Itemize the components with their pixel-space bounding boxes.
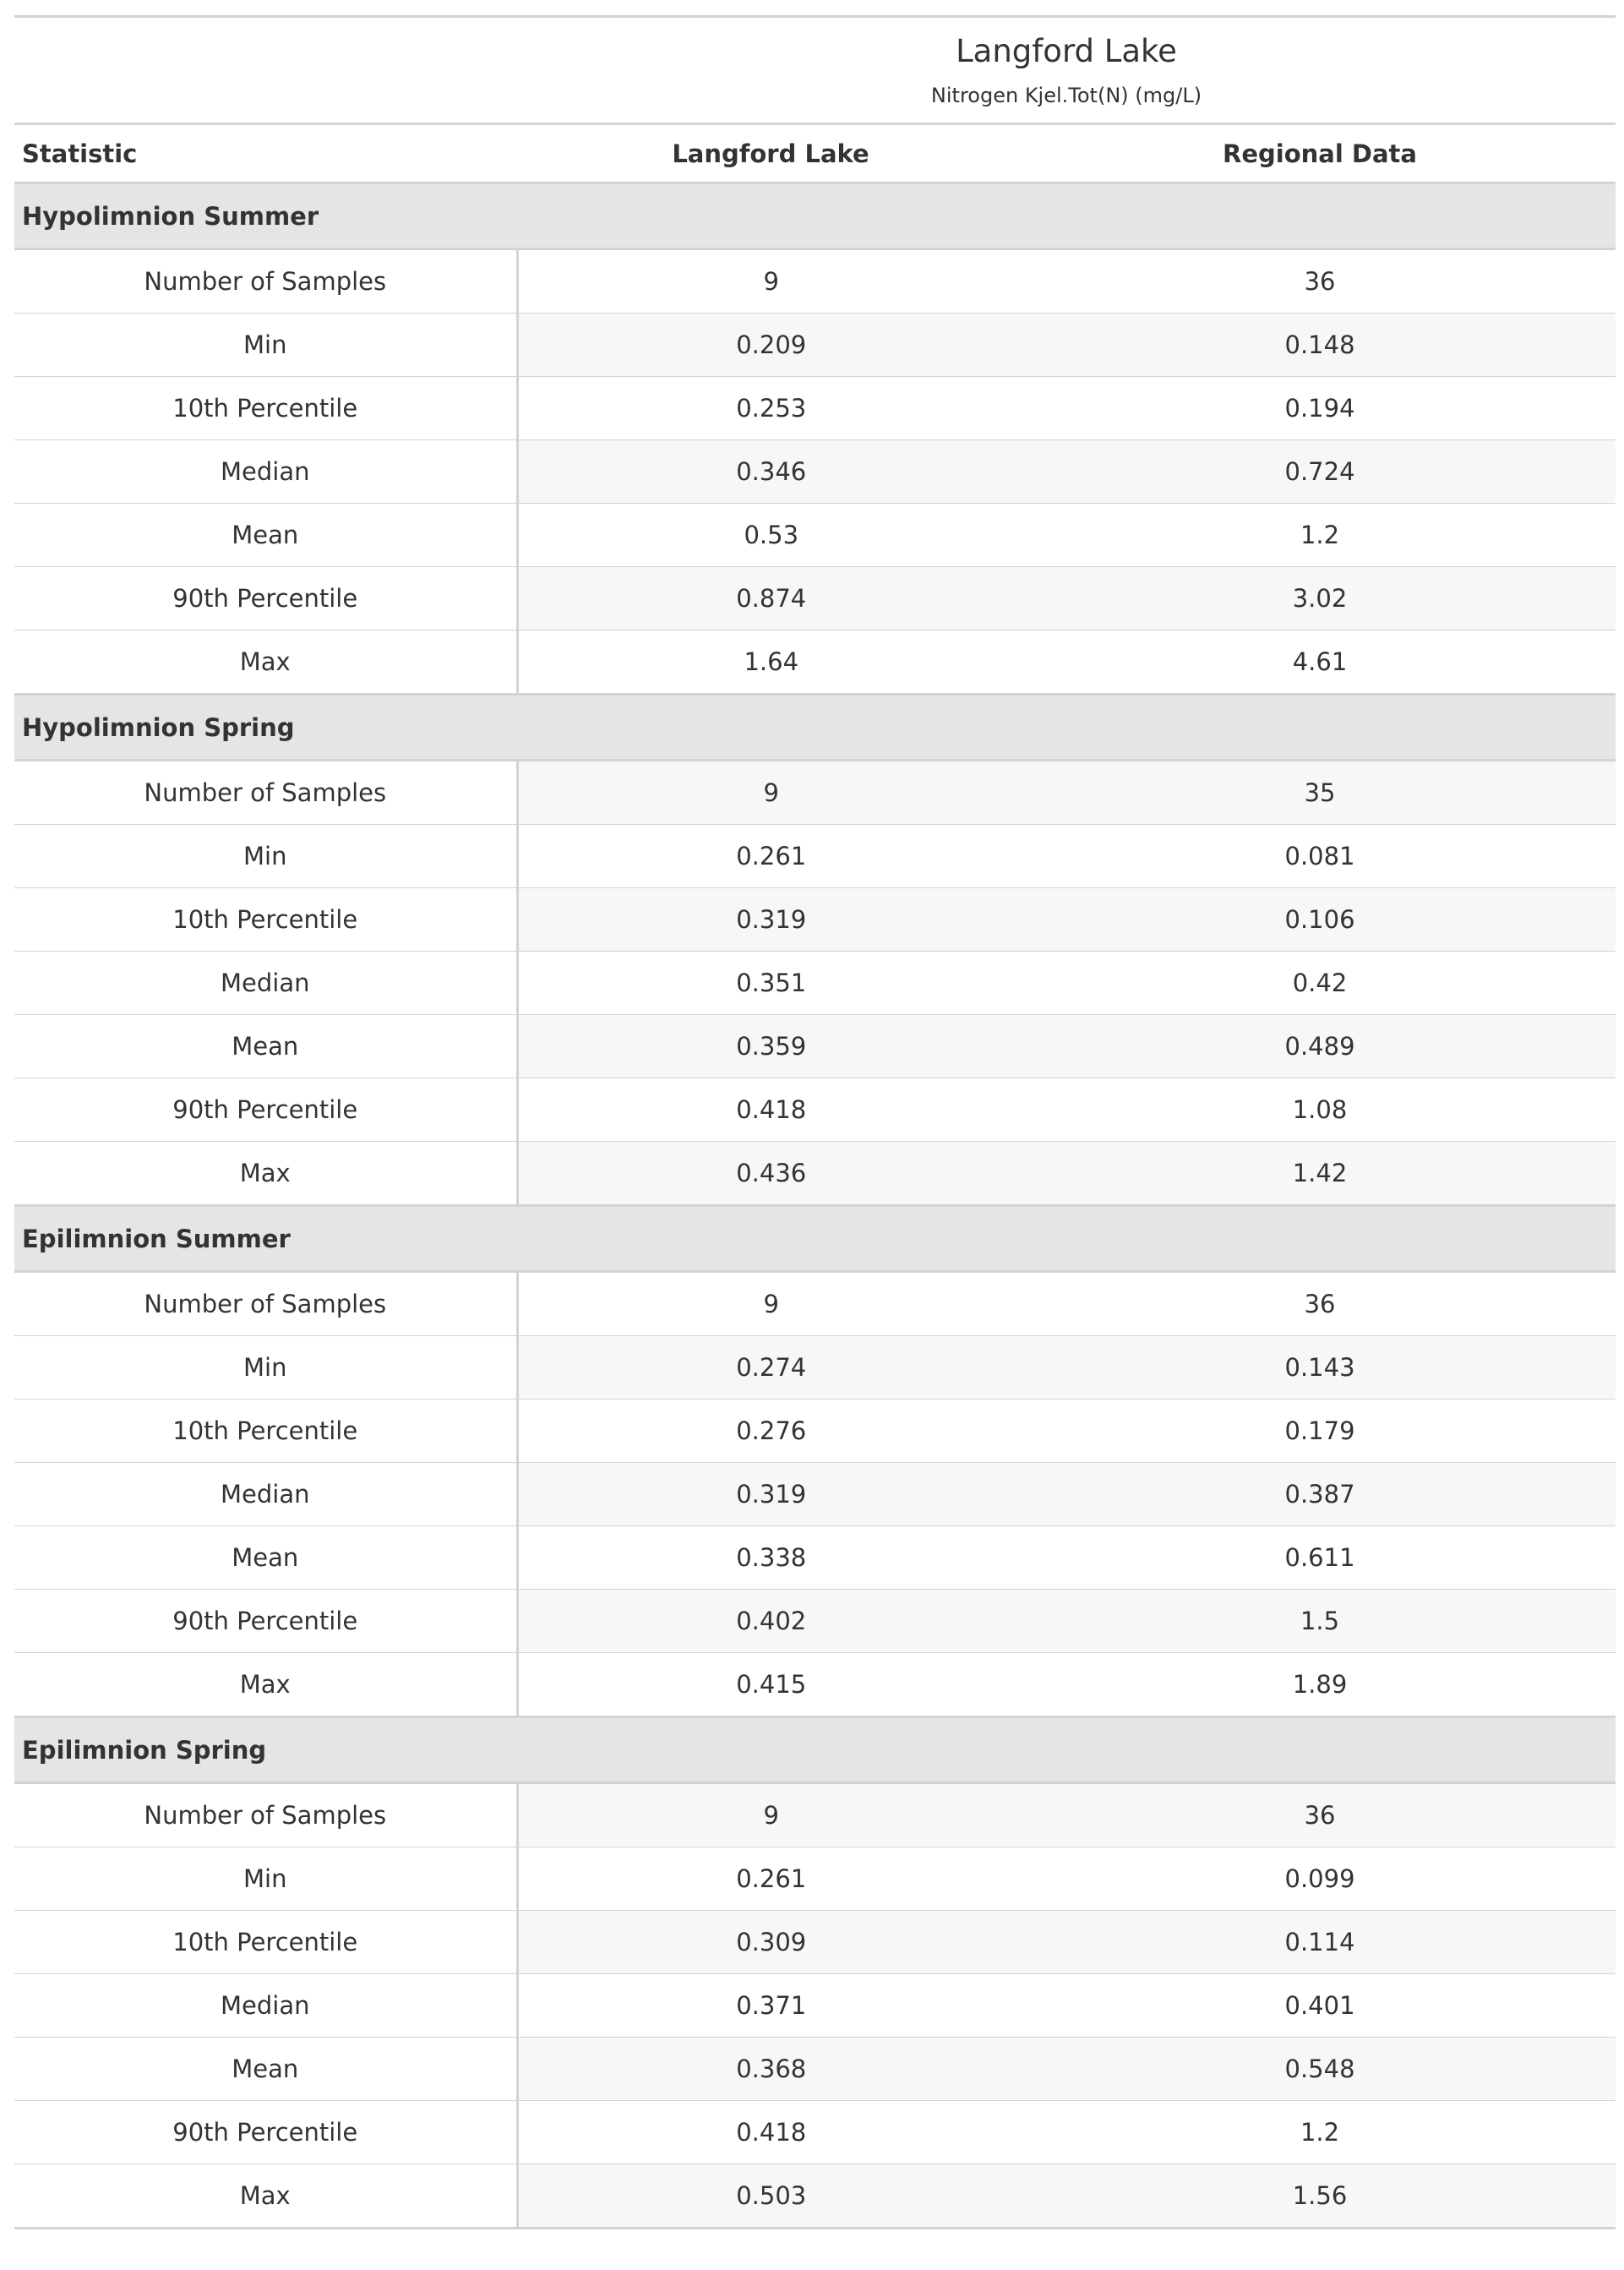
lake-value-cell: 0.368 <box>517 2038 1024 2101</box>
regional-value-cell: 1.5 <box>1024 1590 1616 1653</box>
group-header-row <box>14 1717 1616 1783</box>
regional-value-cell: 1.89 <box>1024 1653 1616 1717</box>
table-heading <box>517 32 1616 108</box>
statistic-cell: 10th Percentile <box>14 888 517 952</box>
statistic-cell: Mean <box>14 1526 517 1590</box>
group-header-row <box>14 183 1616 249</box>
statistic-cell: Median <box>14 440 517 504</box>
regional-value-cell: 36 <box>1024 249 1616 314</box>
statistic-cell: Min <box>14 1336 517 1400</box>
table-row <box>14 761 1616 825</box>
table-row <box>14 1590 1616 1653</box>
table-row <box>14 2101 1616 2164</box>
lake-value-cell: 9 <box>517 761 1024 825</box>
lake-value-cell: 0.503 <box>517 2164 1024 2229</box>
statistic-cell: Min <box>14 1847 517 1911</box>
group-epilimnion-spring <box>14 1717 1616 2229</box>
table-subtitle: Nitrogen Kjel.Tot(N) (mg/L) <box>930 84 1202 107</box>
table-row <box>14 567 1616 630</box>
statistic-cell: Mean <box>14 504 517 567</box>
lake-value-cell: 9 <box>517 1272 1024 1336</box>
table-title-row <box>14 17 1616 124</box>
regional-value-cell: 4.61 <box>1024 630 1616 695</box>
table-row <box>14 825 1616 888</box>
lake-value-cell: 0.319 <box>517 888 1024 952</box>
column-header-lake: Langford Lake <box>517 124 1024 183</box>
table-row <box>14 952 1616 1015</box>
table-row <box>14 1526 1616 1590</box>
regional-value-cell: 0.148 <box>1024 314 1616 377</box>
lake-value-cell: 0.276 <box>517 1400 1024 1463</box>
regional-value-cell: 0.489 <box>1024 1015 1616 1078</box>
lake-value-cell: 0.402 <box>517 1590 1024 1653</box>
regional-value-cell: 36 <box>1024 1783 1616 1847</box>
column-header-regional: Regional Data <box>1024 124 1616 183</box>
regional-value-cell: 1.56 <box>1024 2164 1616 2229</box>
statistic-cell: Median <box>14 952 517 1015</box>
table-row <box>14 1463 1616 1526</box>
regional-value-cell: 0.387 <box>1024 1463 1616 1526</box>
statistic-cell: Max <box>14 1142 517 1206</box>
regional-value-cell: 1.2 <box>1024 504 1616 567</box>
group-epilimnion-summer <box>14 1206 1616 1717</box>
lake-value-cell: 0.338 <box>517 1526 1024 1590</box>
lake-value-cell: 0.346 <box>517 440 1024 504</box>
lake-value-cell: 0.53 <box>517 504 1024 567</box>
table-title: Langford Lake <box>956 33 1177 69</box>
lake-value-cell: 0.319 <box>517 1463 1024 1526</box>
group-hypolimnion-summer <box>14 183 1616 695</box>
stats-table-container <box>14 15 1616 2229</box>
regional-value-cell: 0.143 <box>1024 1336 1616 1400</box>
table-row <box>14 377 1616 440</box>
lake-value-cell: 0.253 <box>517 377 1024 440</box>
group-header-row <box>14 695 1616 761</box>
table-row <box>14 1911 1616 1974</box>
statistic-cell: Median <box>14 1463 517 1526</box>
lake-value-cell: 0.261 <box>517 1847 1024 1911</box>
regional-value-cell: 0.179 <box>1024 1400 1616 1463</box>
regional-value-cell: 1.42 <box>1024 1142 1616 1206</box>
table-row <box>14 1974 1616 2038</box>
lake-value-cell: 0.874 <box>517 567 1024 630</box>
table-row <box>14 2038 1616 2101</box>
column-header-row <box>14 124 1616 183</box>
lake-value-cell: 9 <box>517 1783 1024 1847</box>
regional-value-cell: 35 <box>1024 761 1616 825</box>
table-row <box>14 2164 1616 2229</box>
regional-value-cell: 0.106 <box>1024 888 1616 952</box>
regional-value-cell: 0.099 <box>1024 1847 1616 1911</box>
statistic-cell: 10th Percentile <box>14 1400 517 1463</box>
column-header-statistic: Statistic <box>14 124 517 183</box>
lake-value-cell: 0.359 <box>517 1015 1024 1078</box>
table-row <box>14 249 1616 314</box>
statistic-cell: Number of Samples <box>14 249 517 314</box>
statistic-cell: Number of Samples <box>14 761 517 825</box>
statistic-cell: Number of Samples <box>14 1783 517 1847</box>
regional-value-cell: 36 <box>1024 1272 1616 1336</box>
lake-value-cell: 0.436 <box>517 1142 1024 1206</box>
regional-value-cell: 3.02 <box>1024 567 1616 630</box>
regional-value-cell: 0.081 <box>1024 825 1616 888</box>
statistic-cell: Mean <box>14 1015 517 1078</box>
table-row <box>14 504 1616 567</box>
table-row <box>14 1653 1616 1717</box>
statistic-cell: 10th Percentile <box>14 377 517 440</box>
statistic-cell: 90th Percentile <box>14 2101 517 2164</box>
regional-value-cell: 0.611 <box>1024 1526 1616 1590</box>
table-row <box>14 1400 1616 1463</box>
lake-value-cell: 9 <box>517 249 1024 314</box>
table-row <box>14 1783 1616 1847</box>
statistic-cell: Number of Samples <box>14 1272 517 1336</box>
table-row <box>14 1078 1616 1142</box>
statistic-cell: Min <box>14 825 517 888</box>
regional-value-cell: 0.42 <box>1024 952 1616 1015</box>
table-row <box>14 1142 1616 1206</box>
table-row <box>14 1847 1616 1911</box>
lake-value-cell: 0.418 <box>517 1078 1024 1142</box>
lake-value-cell: 1.64 <box>517 630 1024 695</box>
statistic-cell: 90th Percentile <box>14 1078 517 1142</box>
group-header-row <box>14 1206 1616 1272</box>
lake-value-cell: 0.415 <box>517 1653 1024 1717</box>
table-row <box>14 630 1616 695</box>
statistic-cell: Max <box>14 2164 517 2229</box>
regional-value-cell: 0.548 <box>1024 2038 1616 2101</box>
group-label: Epilimnion Summer <box>14 1206 1616 1272</box>
table-row <box>14 1272 1616 1336</box>
statistic-cell: Max <box>14 1653 517 1717</box>
table-row <box>14 440 1616 504</box>
group-label: Hypolimnion Spring <box>14 695 1616 761</box>
regional-value-cell: 0.724 <box>1024 440 1616 504</box>
table-row <box>14 1015 1616 1078</box>
statistic-cell: 90th Percentile <box>14 1590 517 1653</box>
lake-value-cell: 0.209 <box>517 314 1024 377</box>
statistic-cell: Mean <box>14 2038 517 2101</box>
statistic-cell: Median <box>14 1974 517 2038</box>
group-label: Hypolimnion Summer <box>14 183 1616 249</box>
regional-value-cell: 1.2 <box>1024 2101 1616 2164</box>
regional-value-cell: 0.114 <box>1024 1911 1616 1974</box>
statistic-cell: Max <box>14 630 517 695</box>
lake-value-cell: 0.418 <box>517 2101 1024 2164</box>
lake-value-cell: 0.351 <box>517 952 1024 1015</box>
regional-value-cell: 1.08 <box>1024 1078 1616 1142</box>
group-hypolimnion-spring <box>14 695 1616 1206</box>
stats-table <box>14 15 1616 2229</box>
table-row <box>14 888 1616 952</box>
regional-value-cell: 0.401 <box>1024 1974 1616 2038</box>
lake-value-cell: 0.371 <box>517 1974 1024 2038</box>
lake-value-cell: 0.309 <box>517 1911 1024 1974</box>
group-label: Epilimnion Spring <box>14 1717 1616 1783</box>
lake-value-cell: 0.261 <box>517 825 1024 888</box>
lake-value-cell: 0.274 <box>517 1336 1024 1400</box>
regional-value-cell: 0.194 <box>1024 377 1616 440</box>
statistic-cell: Min <box>14 314 517 377</box>
statistic-cell: 10th Percentile <box>14 1911 517 1974</box>
table-row <box>14 1336 1616 1400</box>
statistic-cell: 90th Percentile <box>14 567 517 630</box>
table-row <box>14 314 1616 377</box>
